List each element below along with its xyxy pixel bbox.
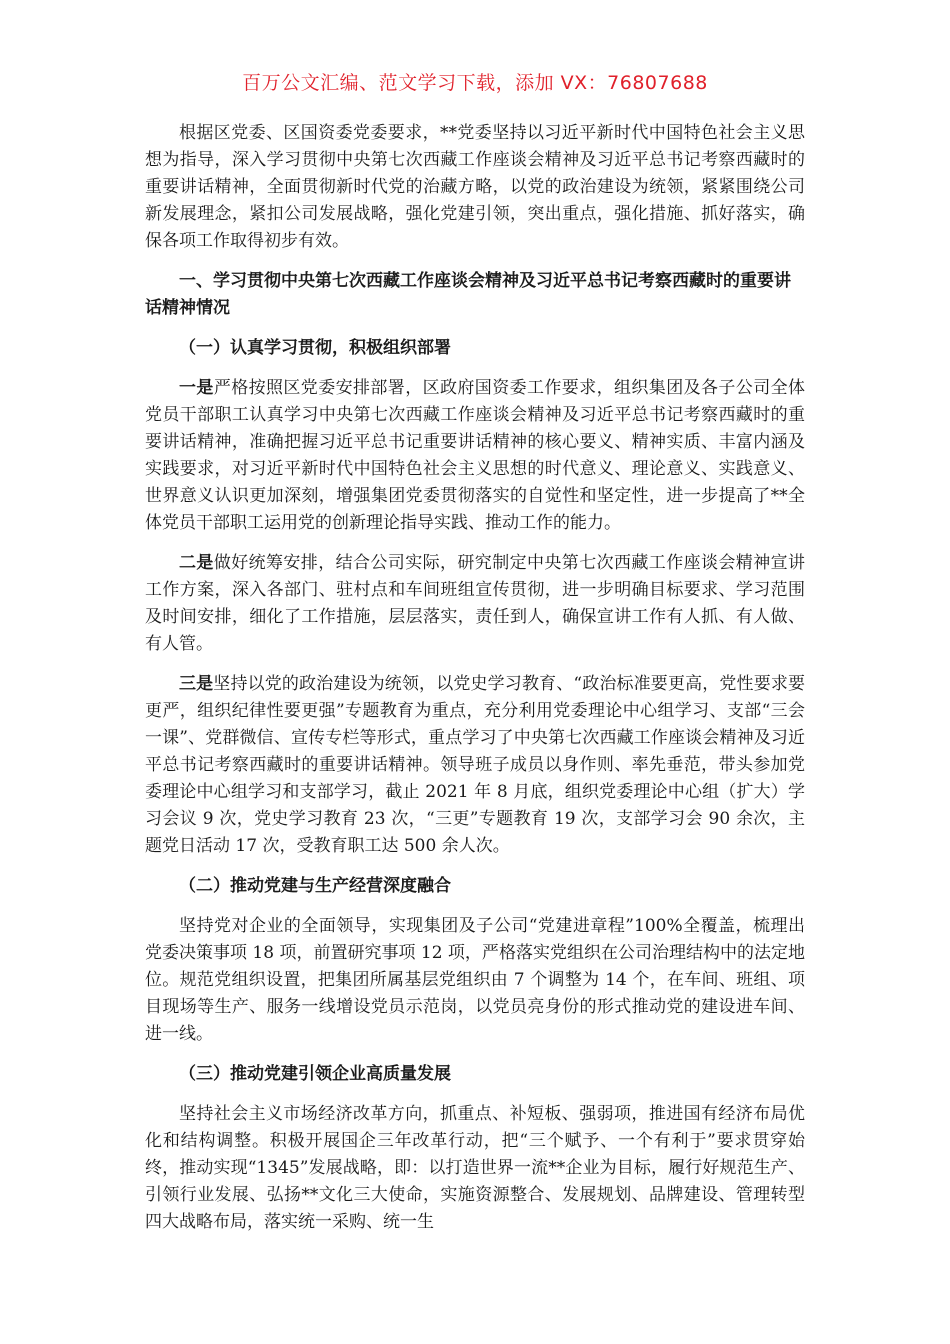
item-3-lead: 三是 [179,674,214,694]
item-2-lead: 二是 [179,553,214,573]
item-3-text: 坚持以党的政治建设为统领，以党史学习教育、“政治标准要更高，党性要求要更严，组织纪律性要更强”专题教育为重点，充分利用党委理论中心组学习、支部“三会一课”、党群微信、宣传专栏等形式，重点学习了中央第七次西藏工作座谈会精神及习近平总书记考察西藏时的重要讲话精神。领导班子成员以身作则、率先垂范，带头参加党委理论中心组学习和支部学习，截止 2021 年 8 月底，组织党委理论中心组（扩大）学习会议 9 次，党史学习教育 23 次，“三更”专题教育 19 次，支部学习会 90 余次，主题党日活动 17 次，受教育职工达 500 余人次。 [145,674,805,856]
item-1-paragraph [145,375,805,537]
intro-paragraph: 根据区党委、区国资委党委要求，**党委坚持以习近平新时代中国特色社会主义思想为指导，深入学习贯彻中央第七次西藏工作座谈会精神及习近平总书记考察西藏时的重要讲话精神，全面贯彻新时代党的治藏方略，以党的政治建设为统领，紧紧围绕公司新发展理念，紧扣公司发展战略，强化党建引领，突出重点，强化措施、抓好落实，确保各项工作取得初步有效。 [145,123,805,251]
item-1-lead: 一是 [179,378,214,398]
subsection-2-paragraph: 坚持党对企业的全面领导，实现集团及子公司“党建进章程”100%全覆盖，梳理出党委决策事项 18 项，前置研究事项 12 项，严格落实党组织在公司治理结构中的法定地位。规范党组织设置，把集团所属基层党组织由 7 个调整为 14 个，在车间、班组、项目现场等生产、服务一线增设党员示范岗，以党员亮身份的形式推动党的建设进车间、进一线。 [145,916,805,1044]
document-body [145,120,805,1249]
subsection-3-paragraph: 坚持社会主义市场经济改革方向，抓重点、补短板、强弱项，推进国有经济布局优化和结构调整。积极开展国企三年改革行动，把“三个赋予、一个有利于”要求贯穿始终，推动实现“1345”发展战略，即：以打造世界一流**企业为目标，履行好规范生产、引领行业发展、弘扬**文化三大使命，实施资源整合、发展规划、品牌建设、管理转型四大战略布局，落实统一采购、统一生 [145,1104,805,1232]
item-1-text: 严格按照区党委安排部署，区政府国资委工作要求，组织集团及各子公司全体党员干部职工认真学习中央第七次西藏工作座谈会精神及习近平总书记考察西藏时的重要讲话精神，准确把握习近平总书记重要讲话精神的核心要义、精神实质、丰富内涵及实践要求，对习近平新时代中国特色社会主义思想的时代意义、理论意义、实践意义、世界意义认识更加深刻，增强集团党委贯彻落实的自觉性和坚定性，进一步提高了**全体党员干部职工运用党的创新理论指导实践、推动工作的能力。 [145,378,806,533]
item-2-paragraph [145,550,805,658]
item-2-text: 做好统筹安排，结合公司实际，研究制定中央第七次西藏工作座谈会精神宣讲工作方案，深入各部门、驻村点和车间班组宣传贯彻，进一步明确目标要求、学习范围及时间安排，细化了工作措施，层层落实，责任到人，确保宣讲工作有人抓、有人做、有人管。 [145,553,806,654]
subsection-2-title: （二）推动党建与生产经营深度融合 [179,876,451,896]
subsection-3-title: （三）推动党建引领企业高质量发展 [179,1064,451,1084]
item-3-paragraph [145,671,805,860]
subsection-1-title: （一）认真学习贯彻，积极组织部署 [179,338,451,358]
header-banner: 百万公文汇编、范文学习下载，添加 VX：76807688 [242,72,708,94]
section-1-title: 一、学习贯彻中央第七次西藏工作座谈会精神及习近平总书记考察西藏时的重要讲话精神情况 [145,271,791,318]
